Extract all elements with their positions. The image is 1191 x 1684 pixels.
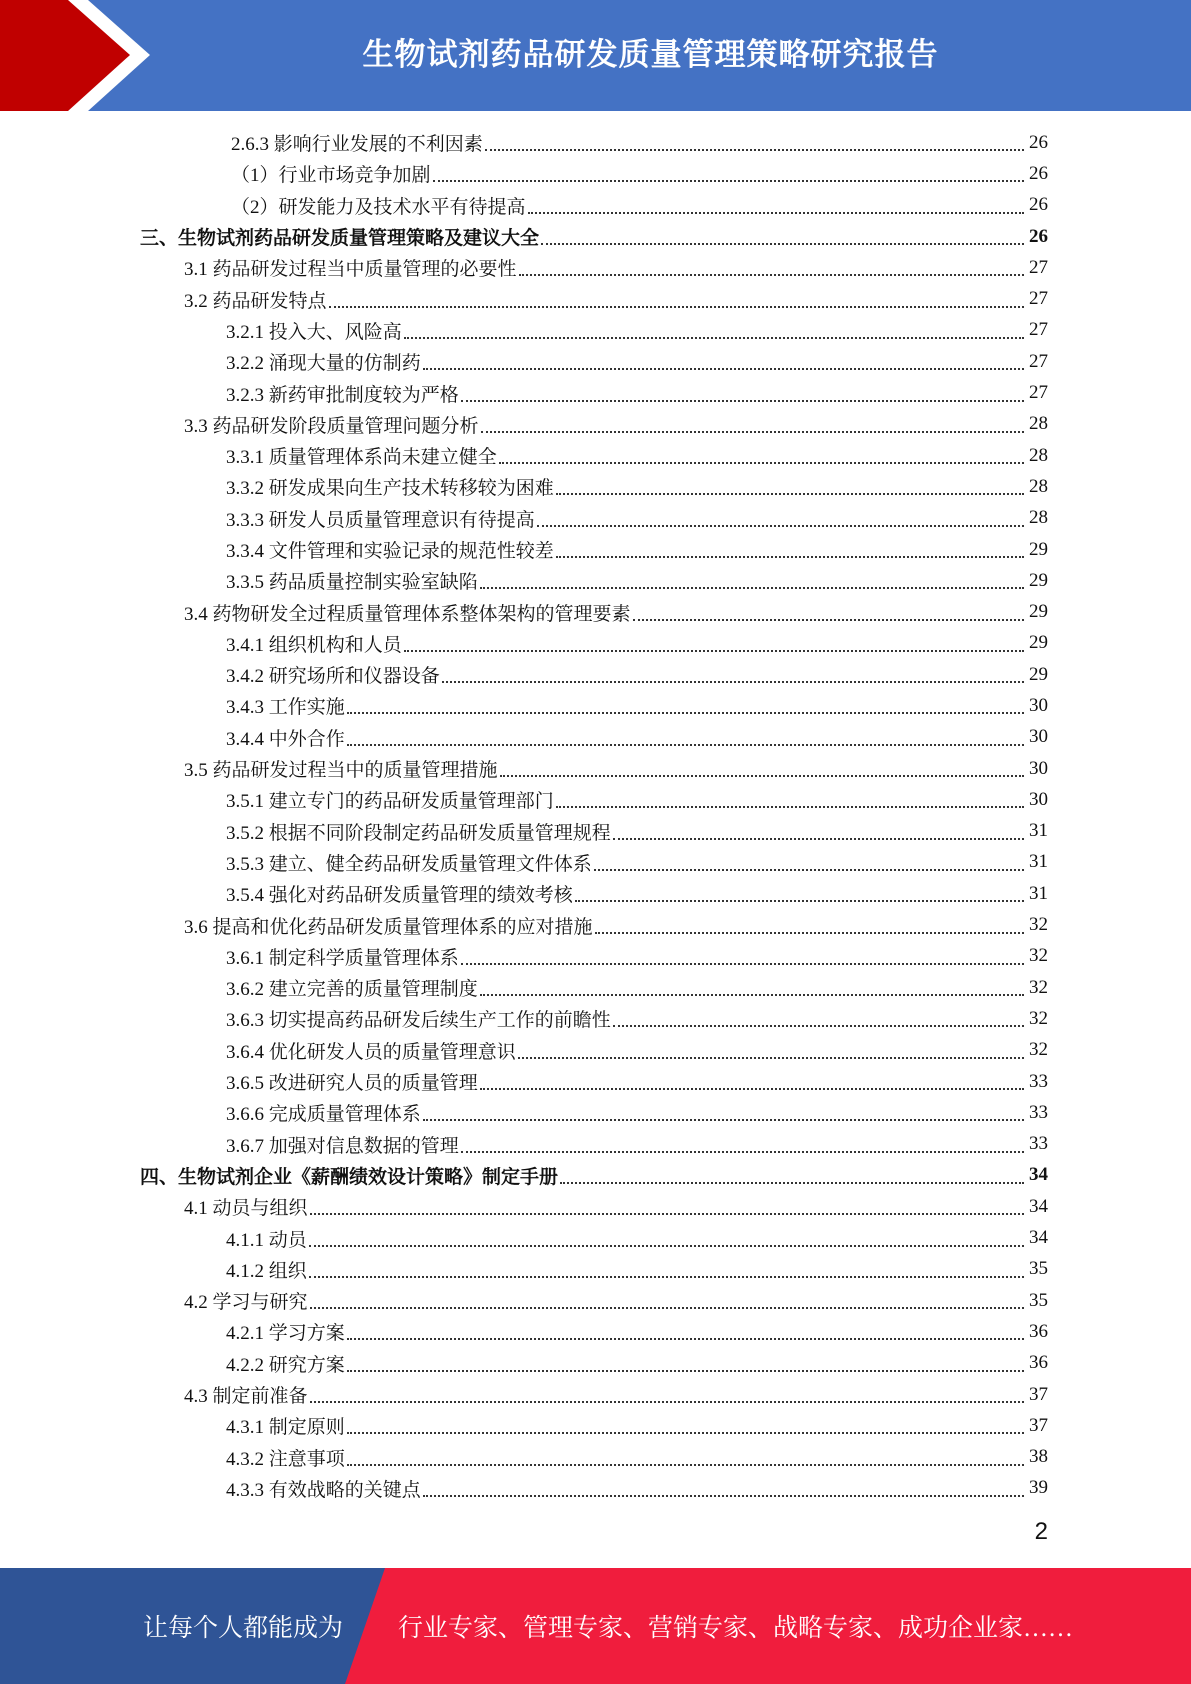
toc-entry[interactable] — [140, 1035, 1048, 1066]
toc-entry[interactable] — [140, 534, 1048, 565]
toc-dot-leader — [528, 211, 1024, 214]
toc-entry[interactable] — [140, 1254, 1048, 1285]
toc-entry[interactable] — [140, 315, 1048, 346]
toc-entry[interactable] — [140, 1473, 1048, 1504]
toc-entry[interactable] — [140, 941, 1048, 972]
toc-dot-leader — [537, 524, 1024, 527]
toc-entry-title: 3.3.3 研发人员质量管理意识有待提高 — [226, 509, 535, 531]
toc-entry-page: 32 — [1029, 914, 1048, 936]
toc-dot-leader — [461, 1150, 1024, 1153]
toc-entry-page: 35 — [1029, 1289, 1048, 1311]
toc-entry[interactable] — [140, 127, 1048, 158]
toc-entry-title: 3.4 药物研发全过程质量管理体系整体架构的管理要素 — [184, 603, 631, 625]
toc-entry-page: 29 — [1029, 538, 1048, 560]
toc-entry-page: 34 — [1029, 1227, 1048, 1249]
toc-entry-title: 三、生物试剂药品研发质量管理策略及建议大全 — [140, 228, 540, 250]
toc-entry-page: 28 — [1029, 507, 1048, 529]
toc-dot-leader — [480, 993, 1024, 996]
toc-entry[interactable] — [140, 190, 1048, 221]
toc-dot-leader — [310, 1212, 1024, 1215]
toc-entry[interactable] — [140, 722, 1048, 753]
toc-entry-title: 3.6.7 加强对信息数据的管理 — [226, 1135, 459, 1157]
toc-dot-leader — [556, 555, 1024, 558]
toc-entry-title: 4.2 学习与研究 — [184, 1292, 308, 1314]
toc-entry-title: 4.2.2 研究方案 — [226, 1354, 345, 1376]
toc-entry-page: 27 — [1029, 288, 1048, 310]
toc-entry[interactable] — [140, 659, 1048, 690]
toc-dot-leader — [404, 649, 1024, 652]
toc-entry[interactable] — [140, 690, 1048, 721]
toc-entry-title: 3.6.5 改进研究人员的质量管理 — [226, 1073, 478, 1095]
toc-entry-page: 29 — [1029, 663, 1048, 685]
toc-entry[interactable] — [140, 471, 1048, 502]
toc-entry-page: 26 — [1029, 131, 1048, 153]
toc-dot-leader — [347, 1431, 1024, 1434]
toc-entry-page: 31 — [1029, 882, 1048, 904]
toc-entry-page: 35 — [1029, 1258, 1048, 1280]
toc-entry-page: 28 — [1029, 475, 1048, 497]
toc-dot-leader — [461, 962, 1024, 965]
footer-slogan-right: 行业专家、管理专家、营销专家、战略专家、成功企业家…… — [398, 1615, 1074, 1642]
toc-dot-leader — [485, 148, 1024, 151]
toc-entry[interactable] — [140, 909, 1048, 940]
toc-dot-leader — [613, 1024, 1024, 1027]
toc-entry[interactable] — [140, 847, 1048, 878]
toc-entry[interactable] — [140, 1285, 1048, 1316]
toc-entry-title: 3.2.1 投入大、风险高 — [226, 321, 402, 343]
page-footer — [0, 1568, 1191, 1684]
toc-entry-title: 3.5.3 建立、健全药品研发质量管理文件体系 — [226, 853, 592, 875]
toc-entry[interactable] — [140, 503, 1048, 534]
toc-entry[interactable] — [140, 1129, 1048, 1160]
toc-dot-leader — [347, 743, 1024, 746]
toc-entry-page: 32 — [1029, 945, 1048, 967]
toc-entry-page: 32 — [1029, 976, 1048, 998]
toc-entry-title: 3.3.1 质量管理体系尚未建立健全 — [226, 447, 497, 469]
toc-entry-page: 28 — [1029, 413, 1048, 435]
toc-entry-title: 四、生物试剂企业《薪酬绩效设计策略》制定手册 — [140, 1166, 559, 1188]
toc-dot-leader — [595, 931, 1024, 934]
toc-entry-page: 26 — [1029, 225, 1048, 247]
toc-entry[interactable] — [140, 628, 1048, 659]
toc-entry-title: 3.4.3 工作实施 — [226, 697, 345, 719]
toc-entry[interactable] — [140, 409, 1048, 440]
toc-entry[interactable] — [140, 1066, 1048, 1097]
toc-dot-leader — [347, 1369, 1024, 1372]
toc-dot-leader — [499, 461, 1024, 464]
toc-entry-page: 34 — [1029, 1164, 1048, 1186]
toc-entry[interactable] — [140, 972, 1048, 1003]
toc-entry-title: 4.1.2 组织 — [226, 1260, 307, 1282]
toc-entry[interactable] — [140, 1003, 1048, 1034]
toc-entry[interactable] — [140, 346, 1048, 377]
toc-entry-page: 27 — [1029, 350, 1048, 372]
toc-entry[interactable] — [140, 1160, 1048, 1191]
toc-entry[interactable] — [140, 878, 1048, 909]
toc-dot-leader — [518, 1056, 1024, 1059]
toc-entry-title: 3.2.3 新药审批制度较为严格 — [226, 384, 459, 406]
toc-entry-page: 37 — [1029, 1414, 1048, 1436]
toc-dot-leader — [442, 680, 1024, 683]
toc-entry[interactable] — [140, 1097, 1048, 1128]
toc-dot-leader — [594, 868, 1024, 871]
toc-entry[interactable] — [140, 1348, 1048, 1379]
toc-entry-page: 36 — [1029, 1352, 1048, 1374]
toc-entry[interactable] — [140, 1316, 1048, 1347]
toc-entry[interactable] — [140, 221, 1048, 252]
toc-entry-page: 27 — [1029, 382, 1048, 404]
toc-entry[interactable] — [140, 753, 1048, 784]
toc-dot-leader — [481, 430, 1024, 433]
toc-entry-title: 3.1 药品研发过程当中质量管理的必要性 — [184, 259, 517, 281]
toc-entry[interactable] — [140, 252, 1048, 283]
toc-entry-page: 31 — [1029, 851, 1048, 873]
toc-entry-title: 4.2.1 学习方案 — [226, 1323, 345, 1345]
toc-entry-page: 29 — [1029, 632, 1048, 654]
toc-entry-title: 3.6.2 建立完善的质量管理制度 — [226, 979, 478, 1001]
toc-entry-page: 29 — [1029, 569, 1048, 591]
toc-dot-leader — [461, 399, 1024, 402]
toc-entry-page: 26 — [1029, 162, 1048, 184]
toc-dot-leader — [519, 273, 1024, 276]
toc-entry-title: 3.4.2 研究场所和仪器设备 — [226, 666, 440, 688]
toc-entry-title: 3.3.2 研发成果向生产技术转移较为困难 — [226, 478, 554, 500]
toc-entry-title: 3.6.3 切实提高药品研发后续生产工作的前瞻性 — [226, 1010, 611, 1032]
toc-dot-leader — [310, 1306, 1024, 1309]
toc-entry-page: 27 — [1029, 319, 1048, 341]
toc-dot-leader — [575, 899, 1024, 902]
toc-entry[interactable] — [140, 816, 1048, 847]
toc-entry-title: 3.4.1 组织机构和人员 — [226, 634, 402, 656]
toc-dot-leader — [541, 242, 1024, 245]
toc-entry-title: （2）研发能力及技术水平有待提高 — [231, 196, 526, 218]
toc-entry-title: 4.3 制定前准备 — [184, 1386, 308, 1408]
toc-entry-title: 3.6 提高和优化药品研发质量管理体系的应对措施 — [184, 916, 593, 938]
toc-entry-page: 26 — [1029, 194, 1048, 216]
toc-entry[interactable] — [140, 1222, 1048, 1253]
toc-entry-title: 3.3.4 文件管理和实验记录的规范性较差 — [226, 541, 554, 562]
toc-entry-title: 3.5.1 建立专门的药品研发质量管理部门 — [226, 791, 554, 813]
toc-entry-title: 4.3.1 制定原则 — [226, 1417, 345, 1439]
toc-entry-page: 27 — [1029, 256, 1048, 278]
toc-dot-leader — [480, 1087, 1024, 1090]
footer-slogan-left: 让每个人都能成为 — [143, 1615, 344, 1642]
toc-dot-leader — [423, 367, 1024, 370]
toc-entry-page: 36 — [1029, 1320, 1048, 1342]
toc-entry[interactable] — [140, 158, 1048, 189]
toc-entry[interactable] — [140, 440, 1048, 471]
toc-dot-leader — [329, 305, 1024, 308]
toc-entry[interactable] — [140, 596, 1048, 627]
toc-entry-title: 3.5.4 强化对药品研发质量管理的绩效考核 — [226, 885, 573, 907]
toc-dot-leader — [310, 1400, 1024, 1403]
toc-entry-title: 3.5 药品研发过程当中的质量管理措施 — [184, 760, 498, 782]
toc-entry-page: 29 — [1029, 601, 1048, 623]
toc-entry-page: 32 — [1029, 1007, 1048, 1029]
toc-entry[interactable] — [140, 1441, 1048, 1472]
toc-entry[interactable] — [140, 565, 1048, 596]
toc-entry-page: 33 — [1029, 1101, 1048, 1123]
toc-dot-leader — [633, 618, 1024, 621]
toc-entry[interactable] — [140, 283, 1048, 314]
toc-entry-page: 37 — [1029, 1383, 1048, 1405]
toc-entry-title: 3.3.5 药品质量控制实验室缺陷 — [226, 572, 478, 594]
toc-dot-leader — [347, 1463, 1024, 1466]
toc-entry-page: 31 — [1029, 820, 1048, 842]
toc-entry-title: （1）行业市场竞争加剧 — [231, 165, 431, 187]
toc-dot-leader — [433, 179, 1024, 182]
toc-entry-page: 33 — [1029, 1070, 1048, 1092]
toc-entry-title: 3.6.4 优化研发人员的质量管理意识 — [226, 1041, 516, 1063]
toc-entry-title: 3.5.2 根据不同阶段制定药品研发质量管理规程 — [226, 822, 611, 844]
toc-entry-page: 30 — [1029, 757, 1048, 779]
toc-entry-page: 34 — [1029, 1195, 1048, 1217]
table-of-contents — [140, 127, 1048, 1504]
toc-entry-title: 3.2.2 涌现大量的仿制药 — [226, 353, 421, 375]
toc-dot-leader — [556, 492, 1024, 495]
toc-dot-leader — [309, 1275, 1024, 1278]
toc-entry-title: 3.6.6 完成质量管理体系 — [226, 1104, 421, 1126]
report-title: 生物试剂药品研发质量管理策略研究报告 — [362, 37, 939, 73]
toc-entry-title: 3.4.4 中外合作 — [226, 728, 345, 750]
toc-dot-leader — [500, 774, 1024, 777]
toc-entry-title: 3.6.1 制定科学质量管理体系 — [226, 947, 459, 969]
toc-dot-leader — [480, 586, 1024, 589]
toc-entry-page: 30 — [1029, 726, 1048, 748]
toc-entry-page: 33 — [1029, 1133, 1048, 1155]
toc-entry[interactable] — [140, 1379, 1048, 1410]
toc-dot-leader — [404, 336, 1024, 339]
toc-entry-title: 3.2 药品研发特点 — [184, 290, 327, 312]
toc-entry-title: 4.1 动员与组织 — [184, 1198, 308, 1220]
page-number: 2 — [1034, 1518, 1048, 1545]
toc-entry-title: 3.3 药品研发阶段质量管理问题分析 — [184, 415, 479, 437]
toc-entry-page: 32 — [1029, 1039, 1048, 1061]
toc-entry-page: 30 — [1029, 694, 1048, 716]
page-header — [0, 0, 1191, 111]
toc-dot-leader — [347, 711, 1024, 714]
toc-dot-leader — [423, 1494, 1024, 1497]
toc-entry[interactable] — [140, 1191, 1048, 1222]
toc-dot-leader — [560, 1181, 1024, 1184]
toc-dot-leader — [309, 1244, 1024, 1247]
toc-entry-title: 2.6.3 影响行业发展的不利因素 — [231, 134, 483, 156]
toc-entry-page: 38 — [1029, 1446, 1048, 1468]
toc-entry[interactable] — [140, 377, 1048, 408]
toc-dot-leader — [556, 805, 1024, 808]
toc-entry[interactable] — [140, 784, 1048, 815]
toc-entry-title: 4.3.2 注意事项 — [226, 1448, 345, 1470]
toc-dot-leader — [347, 1337, 1024, 1340]
toc-dot-leader — [423, 1118, 1024, 1121]
toc-entry[interactable] — [140, 1410, 1048, 1441]
toc-entry-title: 4.1.1 动员 — [226, 1229, 307, 1251]
toc-entry-page: 39 — [1029, 1477, 1048, 1499]
toc-entry-title: 4.3.3 有效战略的关键点 — [226, 1479, 421, 1501]
toc-dot-leader — [613, 837, 1024, 840]
toc-entry-page: 30 — [1029, 788, 1048, 810]
toc-entry-page: 28 — [1029, 444, 1048, 466]
